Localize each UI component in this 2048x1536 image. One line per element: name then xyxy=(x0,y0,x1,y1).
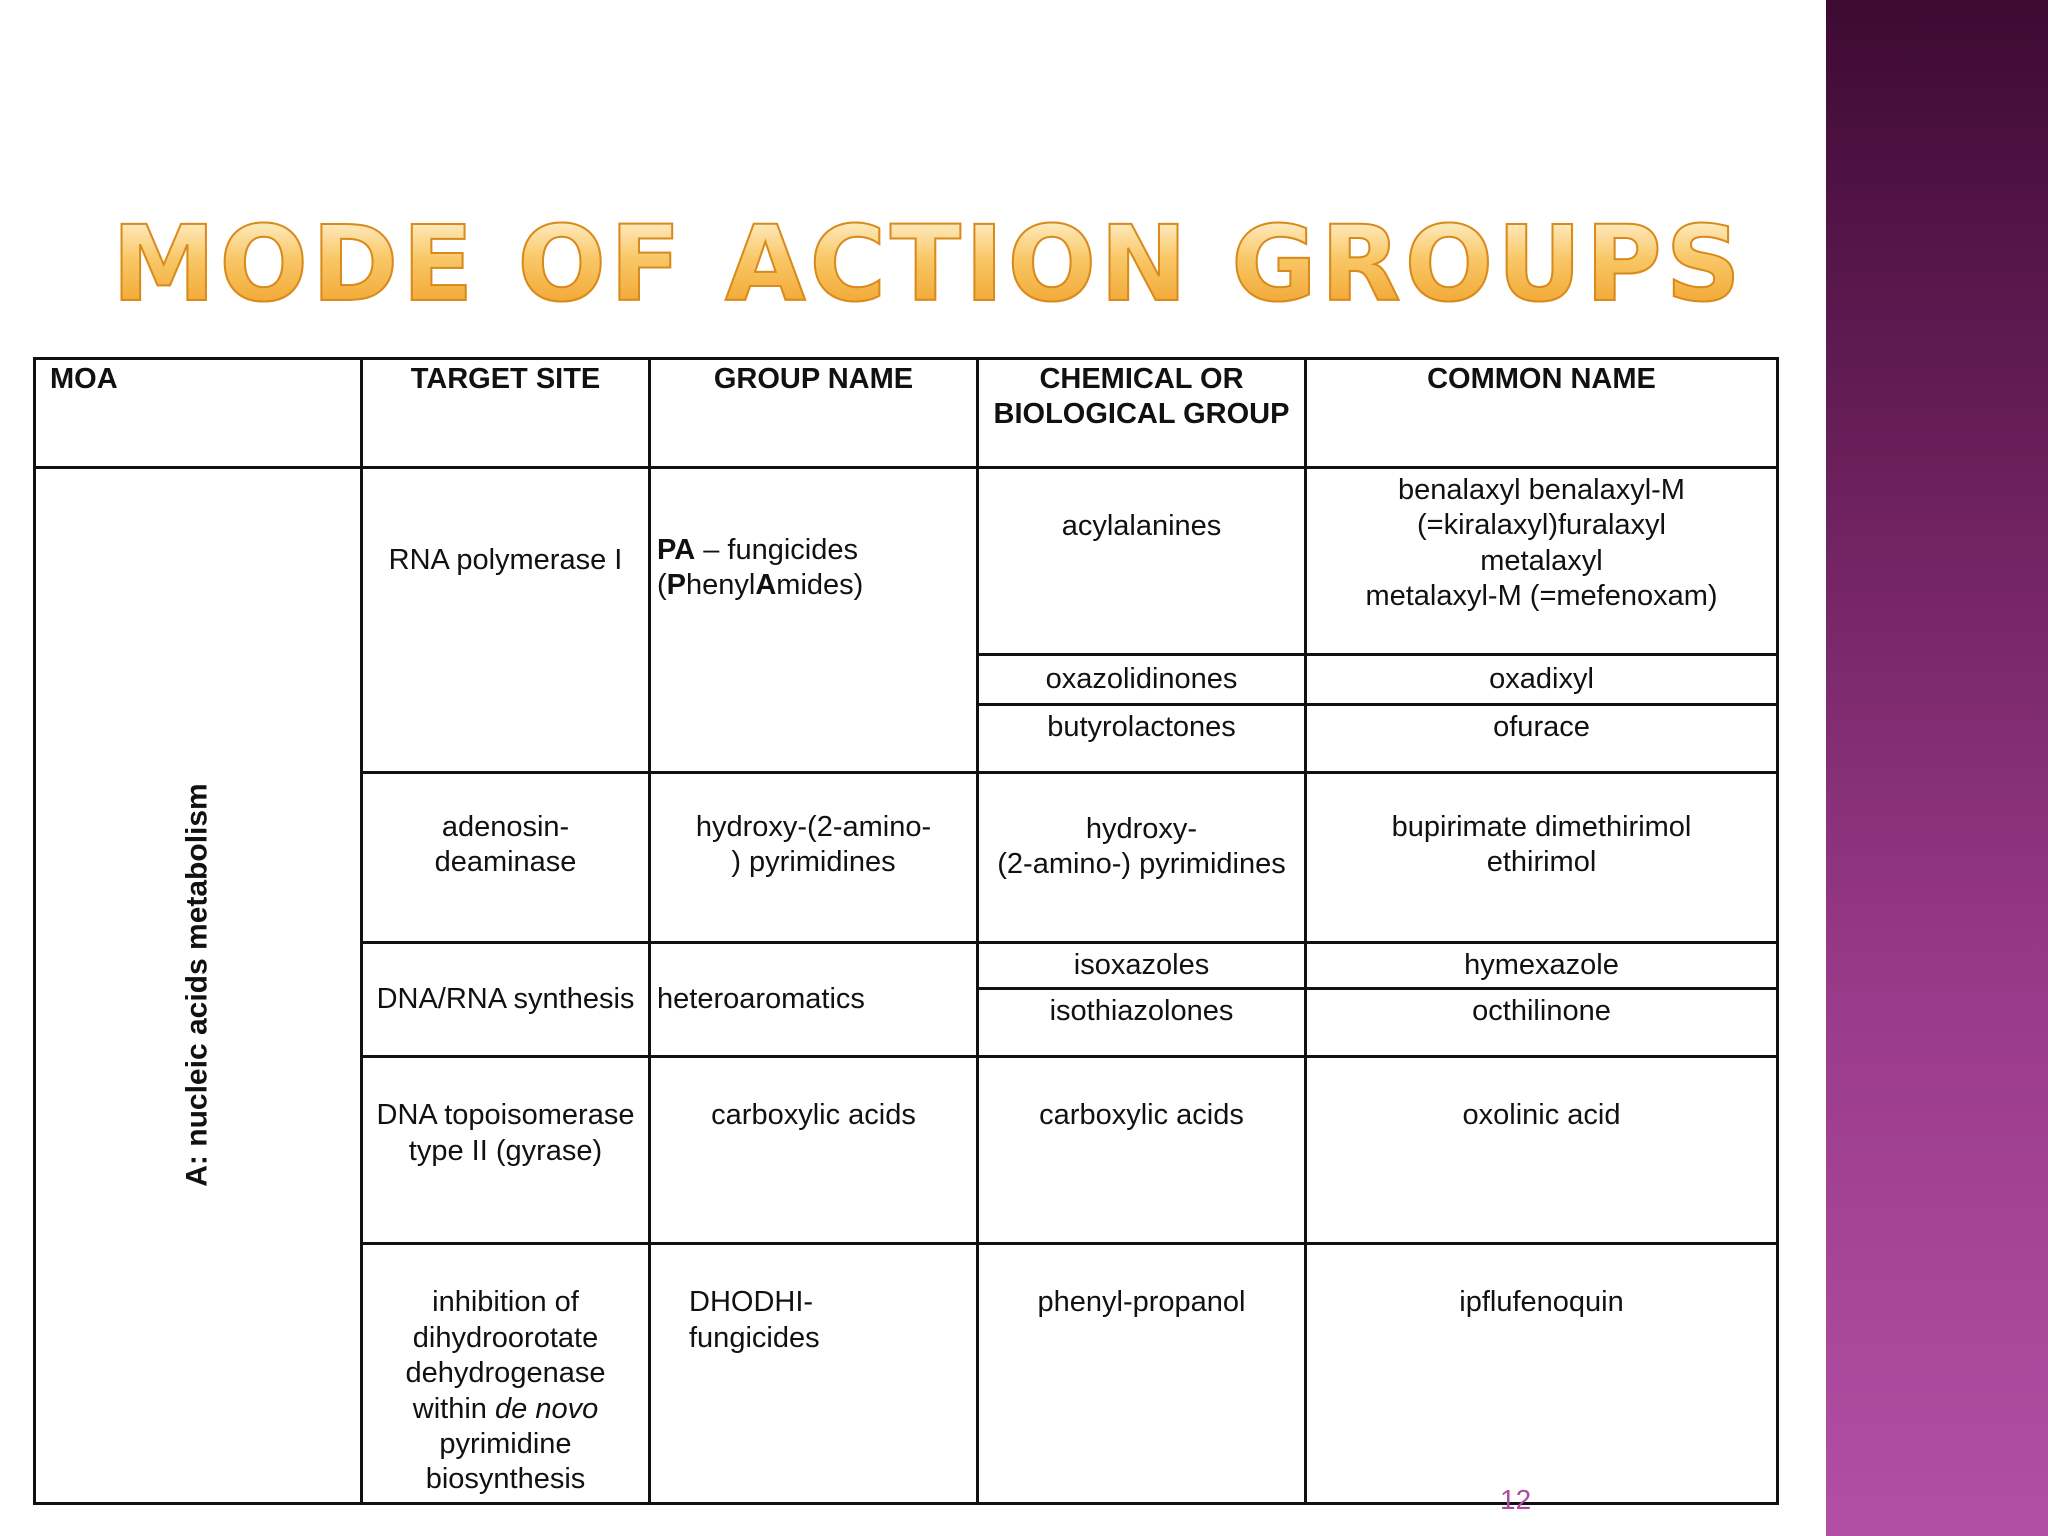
header-moa: MOA xyxy=(35,359,362,468)
decorative-side-band xyxy=(1826,0,2048,1536)
group-dhodhi-fungicides: DHODHI- fungicides xyxy=(650,1244,978,1503)
group-phenylamides: PA – fungicides (PhenylAmides) xyxy=(650,468,978,773)
target-dna-rna-synthesis: DNA/RNA synthesis xyxy=(362,943,650,1057)
group-hydroxy-pyrimidines: hydroxy-(2-amino- ) pyrimidines xyxy=(650,773,978,943)
target-dna-topoisomerase: DNA topoisomerase type II (gyrase) xyxy=(362,1057,650,1244)
group-heteroaromatics: heteroaromatics xyxy=(650,943,978,1057)
chem-carboxylic-acids: carboxylic acids xyxy=(978,1057,1306,1244)
common-acylalanines: benalaxyl benalaxyl-M (=kiralaxyl)furalaxyl metalaxyl metalaxyl-M (=mefenoxam) xyxy=(1306,468,1778,655)
chem-isothiazolones: isothiazolones xyxy=(978,989,1306,1057)
page-number: 12 xyxy=(1500,1484,1532,1515)
common-ipflufenoquin: ipflufenoquin xyxy=(1306,1244,1778,1503)
chem-acylalanines: acylalanines xyxy=(978,468,1306,655)
moa-category-label: A: nucleic acids metabolism xyxy=(180,783,214,1188)
group-carboxylic-acids: carboxylic acids xyxy=(650,1057,978,1244)
slide-title: MODE OF ACTION GROUPS xyxy=(112,203,1745,325)
target-rna-polymerase: RNA polymerase I xyxy=(362,468,650,773)
header-common-name: COMMON NAME xyxy=(1306,359,1778,468)
common-oxolinic-acid: oxolinic acid xyxy=(1306,1057,1778,1244)
header-chemical-group: CHEMICAL OR BIOLOGICAL GROUP xyxy=(978,359,1306,468)
chem-oxazolidinones: oxazolidinones xyxy=(978,655,1306,705)
table-header-row xyxy=(35,359,1778,468)
common-ofurace: ofurace xyxy=(1306,705,1778,773)
target-adenosin-deaminase: adenosin- deaminase xyxy=(362,773,650,943)
header-target-site: TARGET SITE xyxy=(362,359,650,468)
chem-butyrolactones: butyrolactones xyxy=(978,705,1306,773)
chem-hydroxy-pyrimidines: hydroxy- (2-amino-) pyrimidines xyxy=(978,773,1306,943)
common-bupirimate: bupirimate dimethirimol ethirimol xyxy=(1306,773,1778,943)
common-hymexazole: hymexazole xyxy=(1306,943,1778,989)
moa-category-cell xyxy=(35,468,362,1504)
chem-isoxazoles: isoxazoles xyxy=(978,943,1306,989)
target-dhodh-inhibition: inhibition of dihydroorotate dehydrogenase within de novo pyrimidine biosynthesis xyxy=(362,1244,650,1503)
common-oxadixyl: oxadixyl xyxy=(1306,655,1778,705)
header-group-name: GROUP NAME xyxy=(650,359,978,468)
table-row xyxy=(35,468,1778,655)
chem-phenyl-propanol: phenyl-propanol xyxy=(978,1244,1306,1503)
moa-table xyxy=(33,357,1779,1505)
common-octhilinone: octhilinone xyxy=(1306,989,1778,1057)
